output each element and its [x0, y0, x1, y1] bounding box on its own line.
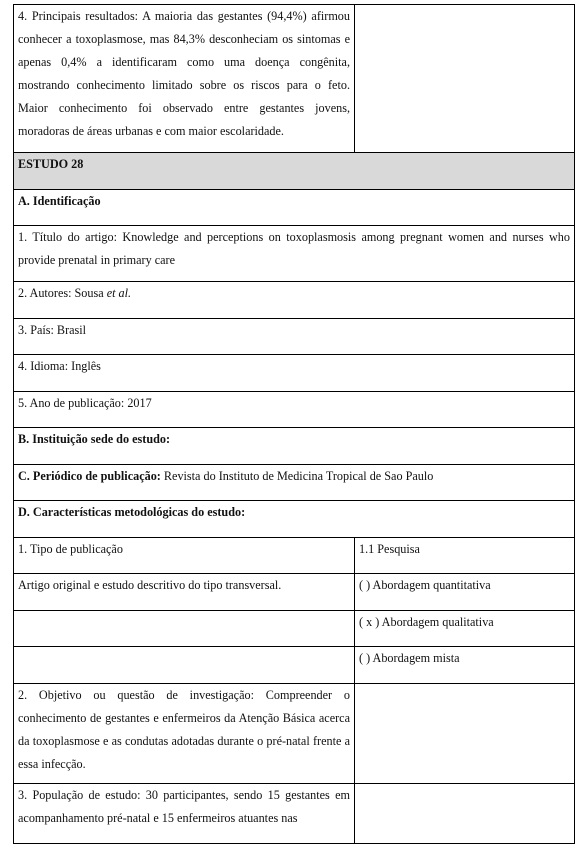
- objective-cell: 2. Objetivo ou questão de investigação: Compreender o conhecimento de gestantes e enfermeiros da Atenção Básica acerca da toxoplasmose e as condutas adotadas durante o pré-natal frente a essa infecção.: [14, 684, 355, 784]
- publication-value-row: [14, 574, 575, 611]
- objective-row: [14, 684, 575, 784]
- publication-type-value: Artigo original e estudo descritivo do tipo transversal.: [14, 574, 355, 611]
- methodology-row: [14, 501, 575, 538]
- mixed-row: [14, 647, 575, 684]
- identification-row: [14, 190, 575, 226]
- study-header-row: [14, 153, 575, 190]
- institution-heading: B. Instituição sede do estudo:: [14, 428, 575, 465]
- main-results-cell: 4. Principais resultados: A maioria das gestantes (94,4%) afirmou conhecer a toxoplasmose, mas 84,3% desconheciam os sintomas e apenas 0,4% a identificaram como uma doença congênita, mostrando conhecimento limitado sobre os riscos para o feto. Maior conhecimento foi observado entre gestantes jovens, moradoras de áreas urbanas e com maior escolaridade.: [14, 5, 355, 153]
- journal-cell: [14, 465, 575, 501]
- language-cell: 4. Idioma: Inglês: [14, 355, 575, 392]
- journal-value: Revista do Instituto de Medicina Tropical de Sao Paulo: [160, 469, 434, 483]
- document-page: [13, 4, 574, 844]
- identification-heading: A. Identificação: [14, 190, 575, 226]
- study-table: [13, 4, 575, 844]
- journal-row: [14, 465, 575, 501]
- publication-type-row: [14, 538, 575, 574]
- article-title: 1. Título do artigo: Knowledge and perceptions on toxoplasmosis among pregnant women and nurses who provide prenatal in primary care: [14, 226, 575, 282]
- research-label: 1.1 Pesquisa: [355, 538, 575, 574]
- qualitative-row: [14, 611, 575, 647]
- article-title-row: [14, 226, 575, 282]
- language-row: [14, 355, 575, 392]
- empty-cell: [355, 5, 575, 153]
- empty-cell: [14, 647, 355, 684]
- country-cell: 3. País: Brasil: [14, 319, 575, 355]
- authors-label: 2. Autores: Sousa: [18, 286, 107, 300]
- quantitative-option: ( ) Abordagem quantitativa: [355, 574, 575, 611]
- study-title: ESTUDO 28: [14, 153, 575, 190]
- institution-row: [14, 428, 575, 465]
- publication-type-label: 1. Tipo de publicação: [14, 538, 355, 574]
- methodology-heading: D. Características metodológicas do estudo:: [14, 501, 575, 538]
- results-row: [14, 5, 575, 153]
- population-cell: 3. População de estudo: 30 participantes, sendo 15 gestantes em acompanhamento pré-natal e 15 enfermeiros atuantes nas: [14, 784, 355, 844]
- authors-row: [14, 282, 575, 319]
- journal-label: C. Periódico de publicação:: [18, 469, 161, 483]
- year-row: [14, 392, 575, 428]
- qualitative-option: ( x ) Abordagem qualitativa: [355, 611, 575, 647]
- empty-cell: [14, 611, 355, 647]
- mixed-option: ( ) Abordagem mista: [355, 647, 575, 684]
- authors-etal: et al.: [106, 286, 132, 300]
- country-row: [14, 319, 575, 355]
- empty-cell: [355, 684, 575, 784]
- authors-cell: [14, 282, 575, 319]
- year-cell: 5. Ano de publicação: 2017: [14, 392, 575, 428]
